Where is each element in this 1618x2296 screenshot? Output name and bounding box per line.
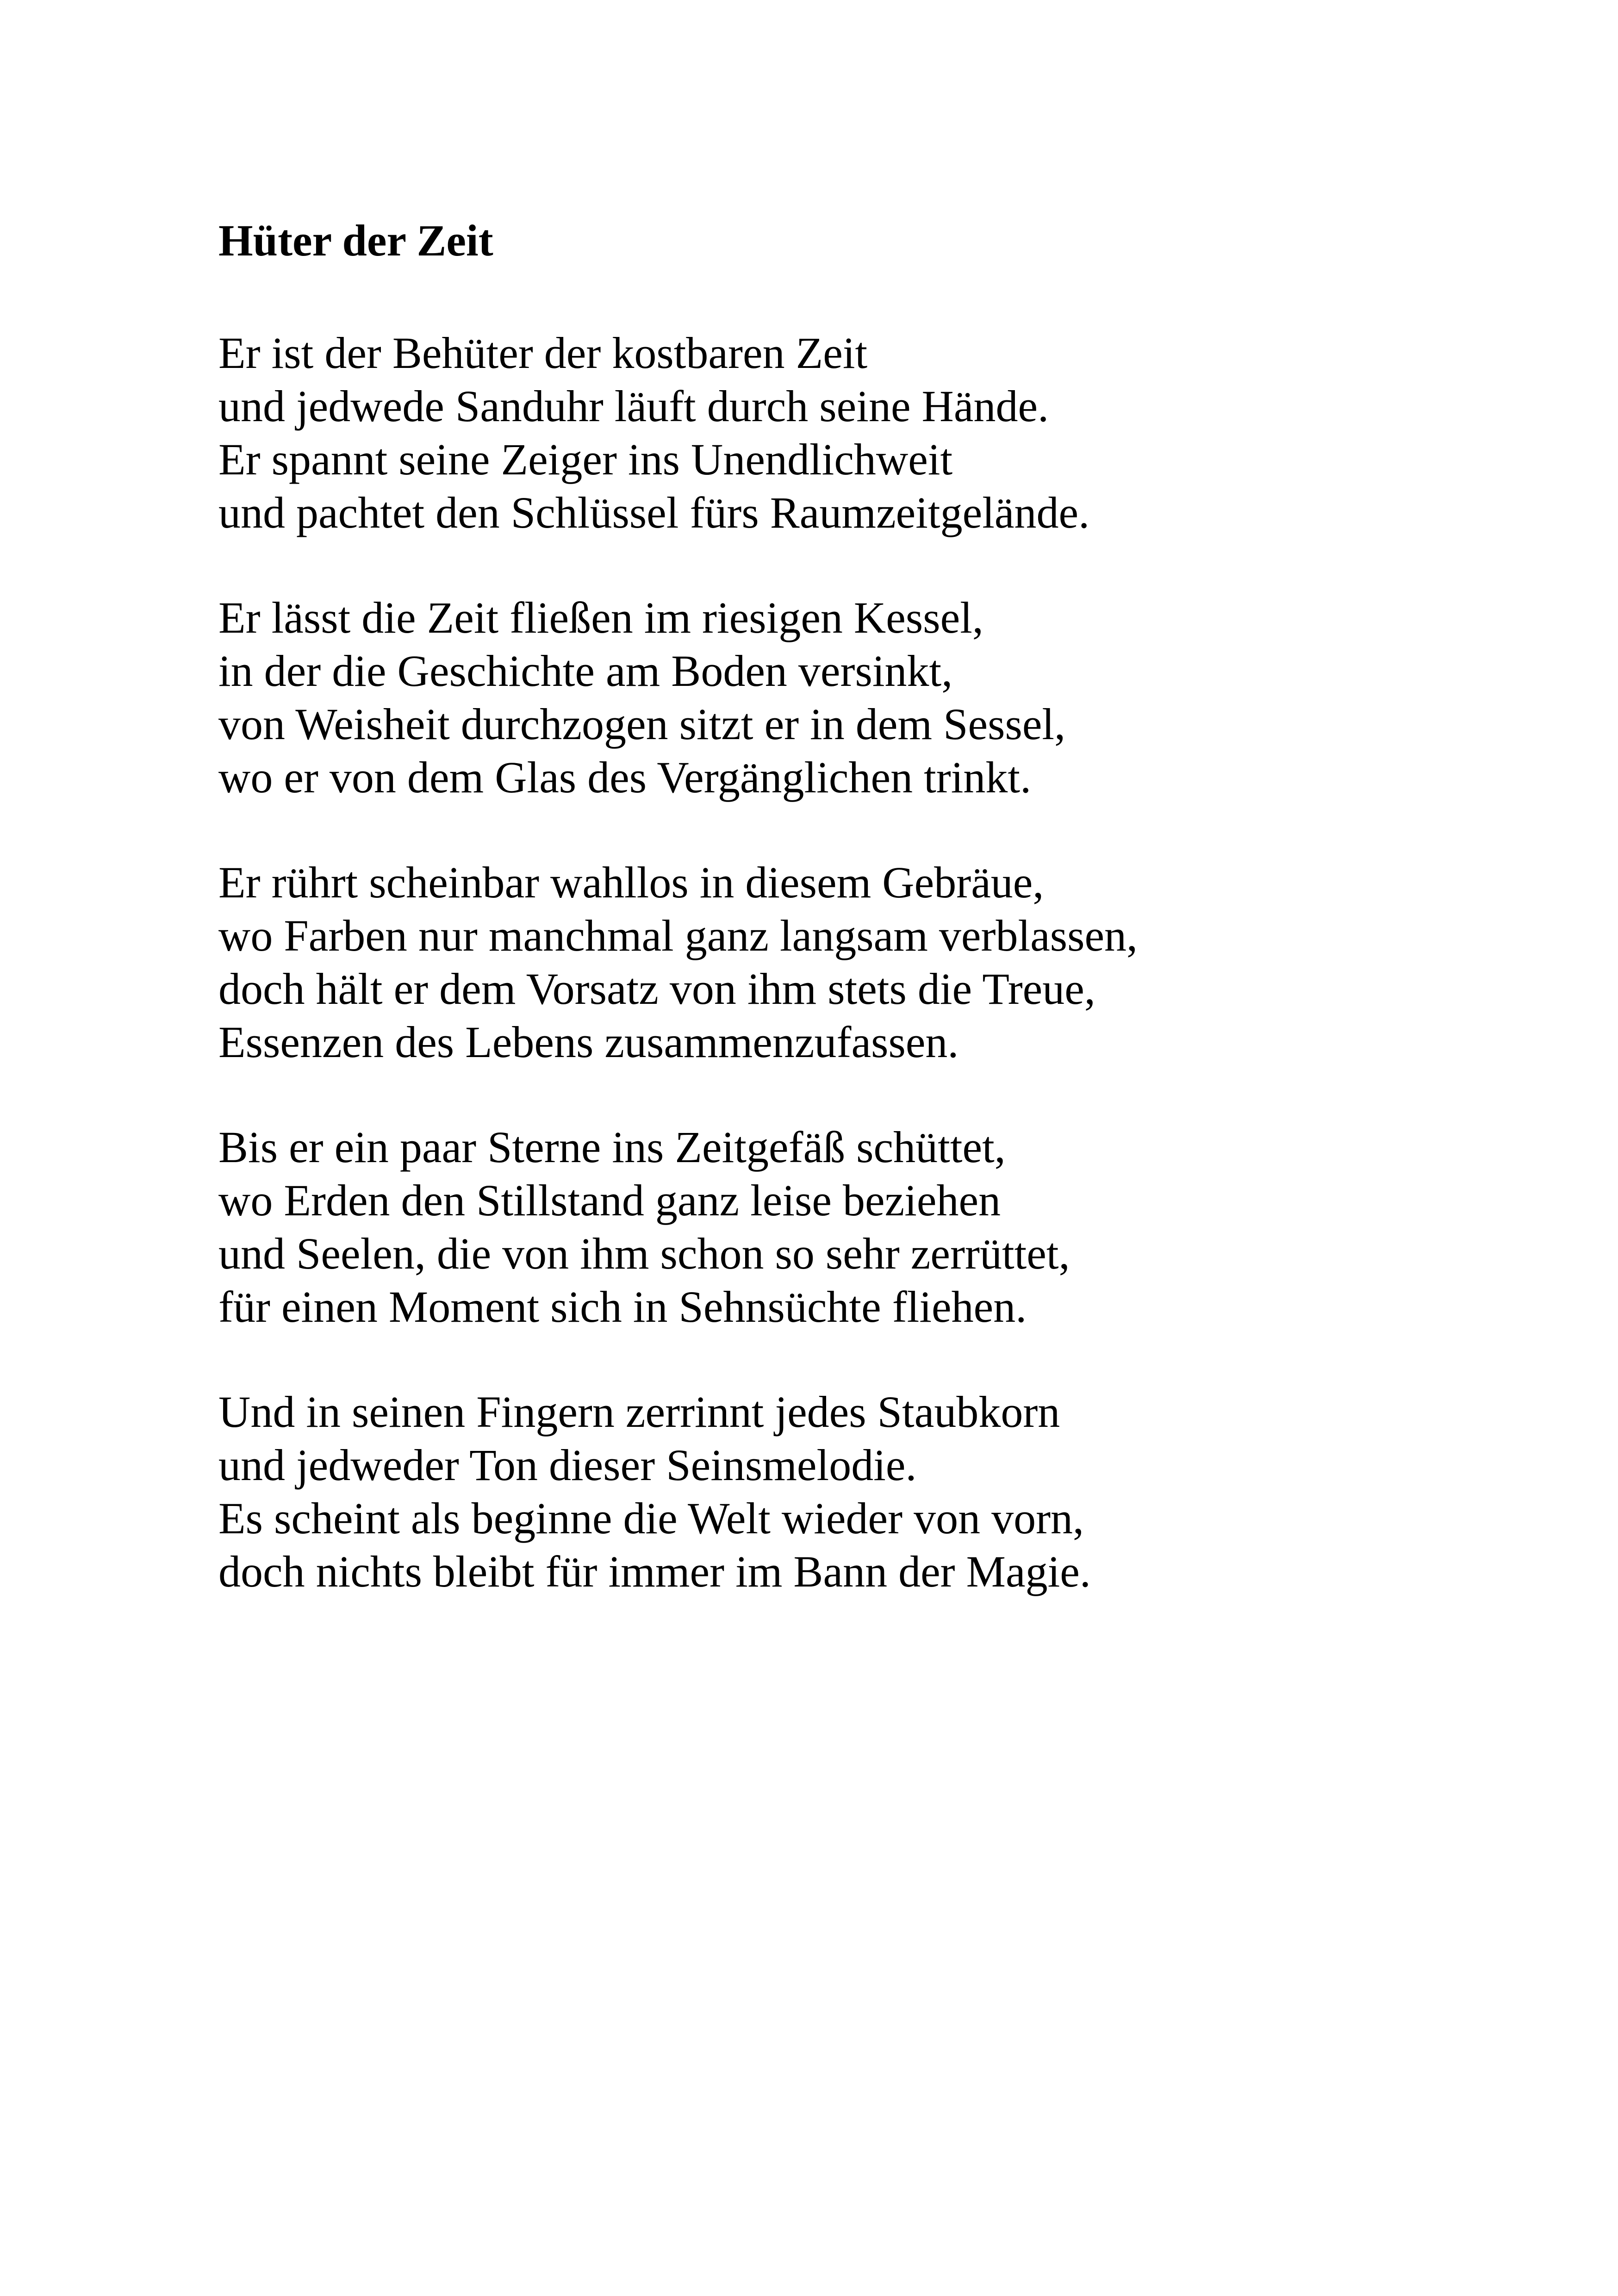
verse-line: Er lässt die Zeit fließen im riesigen Kessel, <box>218 593 983 642</box>
verse-line: wo Farben nur manchmal ganz langsam verblassen, <box>218 911 1138 960</box>
verse-line: Er ist der Behüter der kostbaren Zeit <box>218 328 868 378</box>
verse-line: Er rührt scheinbar wahllos in diesem Gebräue, <box>218 858 1044 907</box>
verse-line: Er spannt seine Zeiger ins Unendlichweit <box>218 435 953 484</box>
verse-line: und Seelen, die von ihm schon so sehr zerrüttet, <box>218 1229 1070 1278</box>
stanza-3 <box>218 856 1468 1069</box>
verse-line: Und in seinen Fingern zerrinnt jedes Staubkorn <box>218 1387 1060 1437</box>
stanza-1 <box>218 326 1468 539</box>
verse-line: wo Erden den Stillstand ganz leise beziehen <box>218 1176 1001 1225</box>
poem <box>218 211 1468 1598</box>
stanza-4 <box>218 1120 1468 1333</box>
poem-title: Hüter der Zeit <box>218 216 493 265</box>
verse-line: von Weisheit durchzogen sitzt er in dem Sessel, <box>218 699 1066 749</box>
verse-line: und jedweder Ton dieser Seinsmelodie. <box>218 1440 917 1490</box>
verse-line: doch hält er dem Vorsatz von ihm stets die Treue, <box>218 964 1095 1014</box>
verse-line: und jedwede Sanduhr läuft durch seine Hände. <box>218 381 1049 431</box>
verse-line: in der die Geschichte am Boden versinkt, <box>218 646 953 696</box>
verse-line: wo er von dem Glas des Vergänglichen trinkt. <box>218 753 1032 802</box>
verse-line: Bis er ein paar Sterne ins Zeitgefäß schüttet, <box>218 1122 1006 1172</box>
verse-line: doch nichts bleibt für immer im Bann der Magie. <box>218 1547 1091 1596</box>
verse-line: Essenzen des Lebens zusammenzufassen. <box>218 1017 959 1067</box>
verse-line: für einen Moment sich in Sehnsüchte fliehen. <box>218 1282 1027 1332</box>
stanza-2 <box>218 591 1468 804</box>
poem-body <box>218 326 1468 1598</box>
stanza-5 <box>218 1385 1468 1598</box>
verse-line: Es scheint als beginne die Welt wieder von vorn, <box>218 1493 1084 1543</box>
verse-line: und pachtet den Schlüssel fürs Raumzeitgelände. <box>218 488 1090 537</box>
